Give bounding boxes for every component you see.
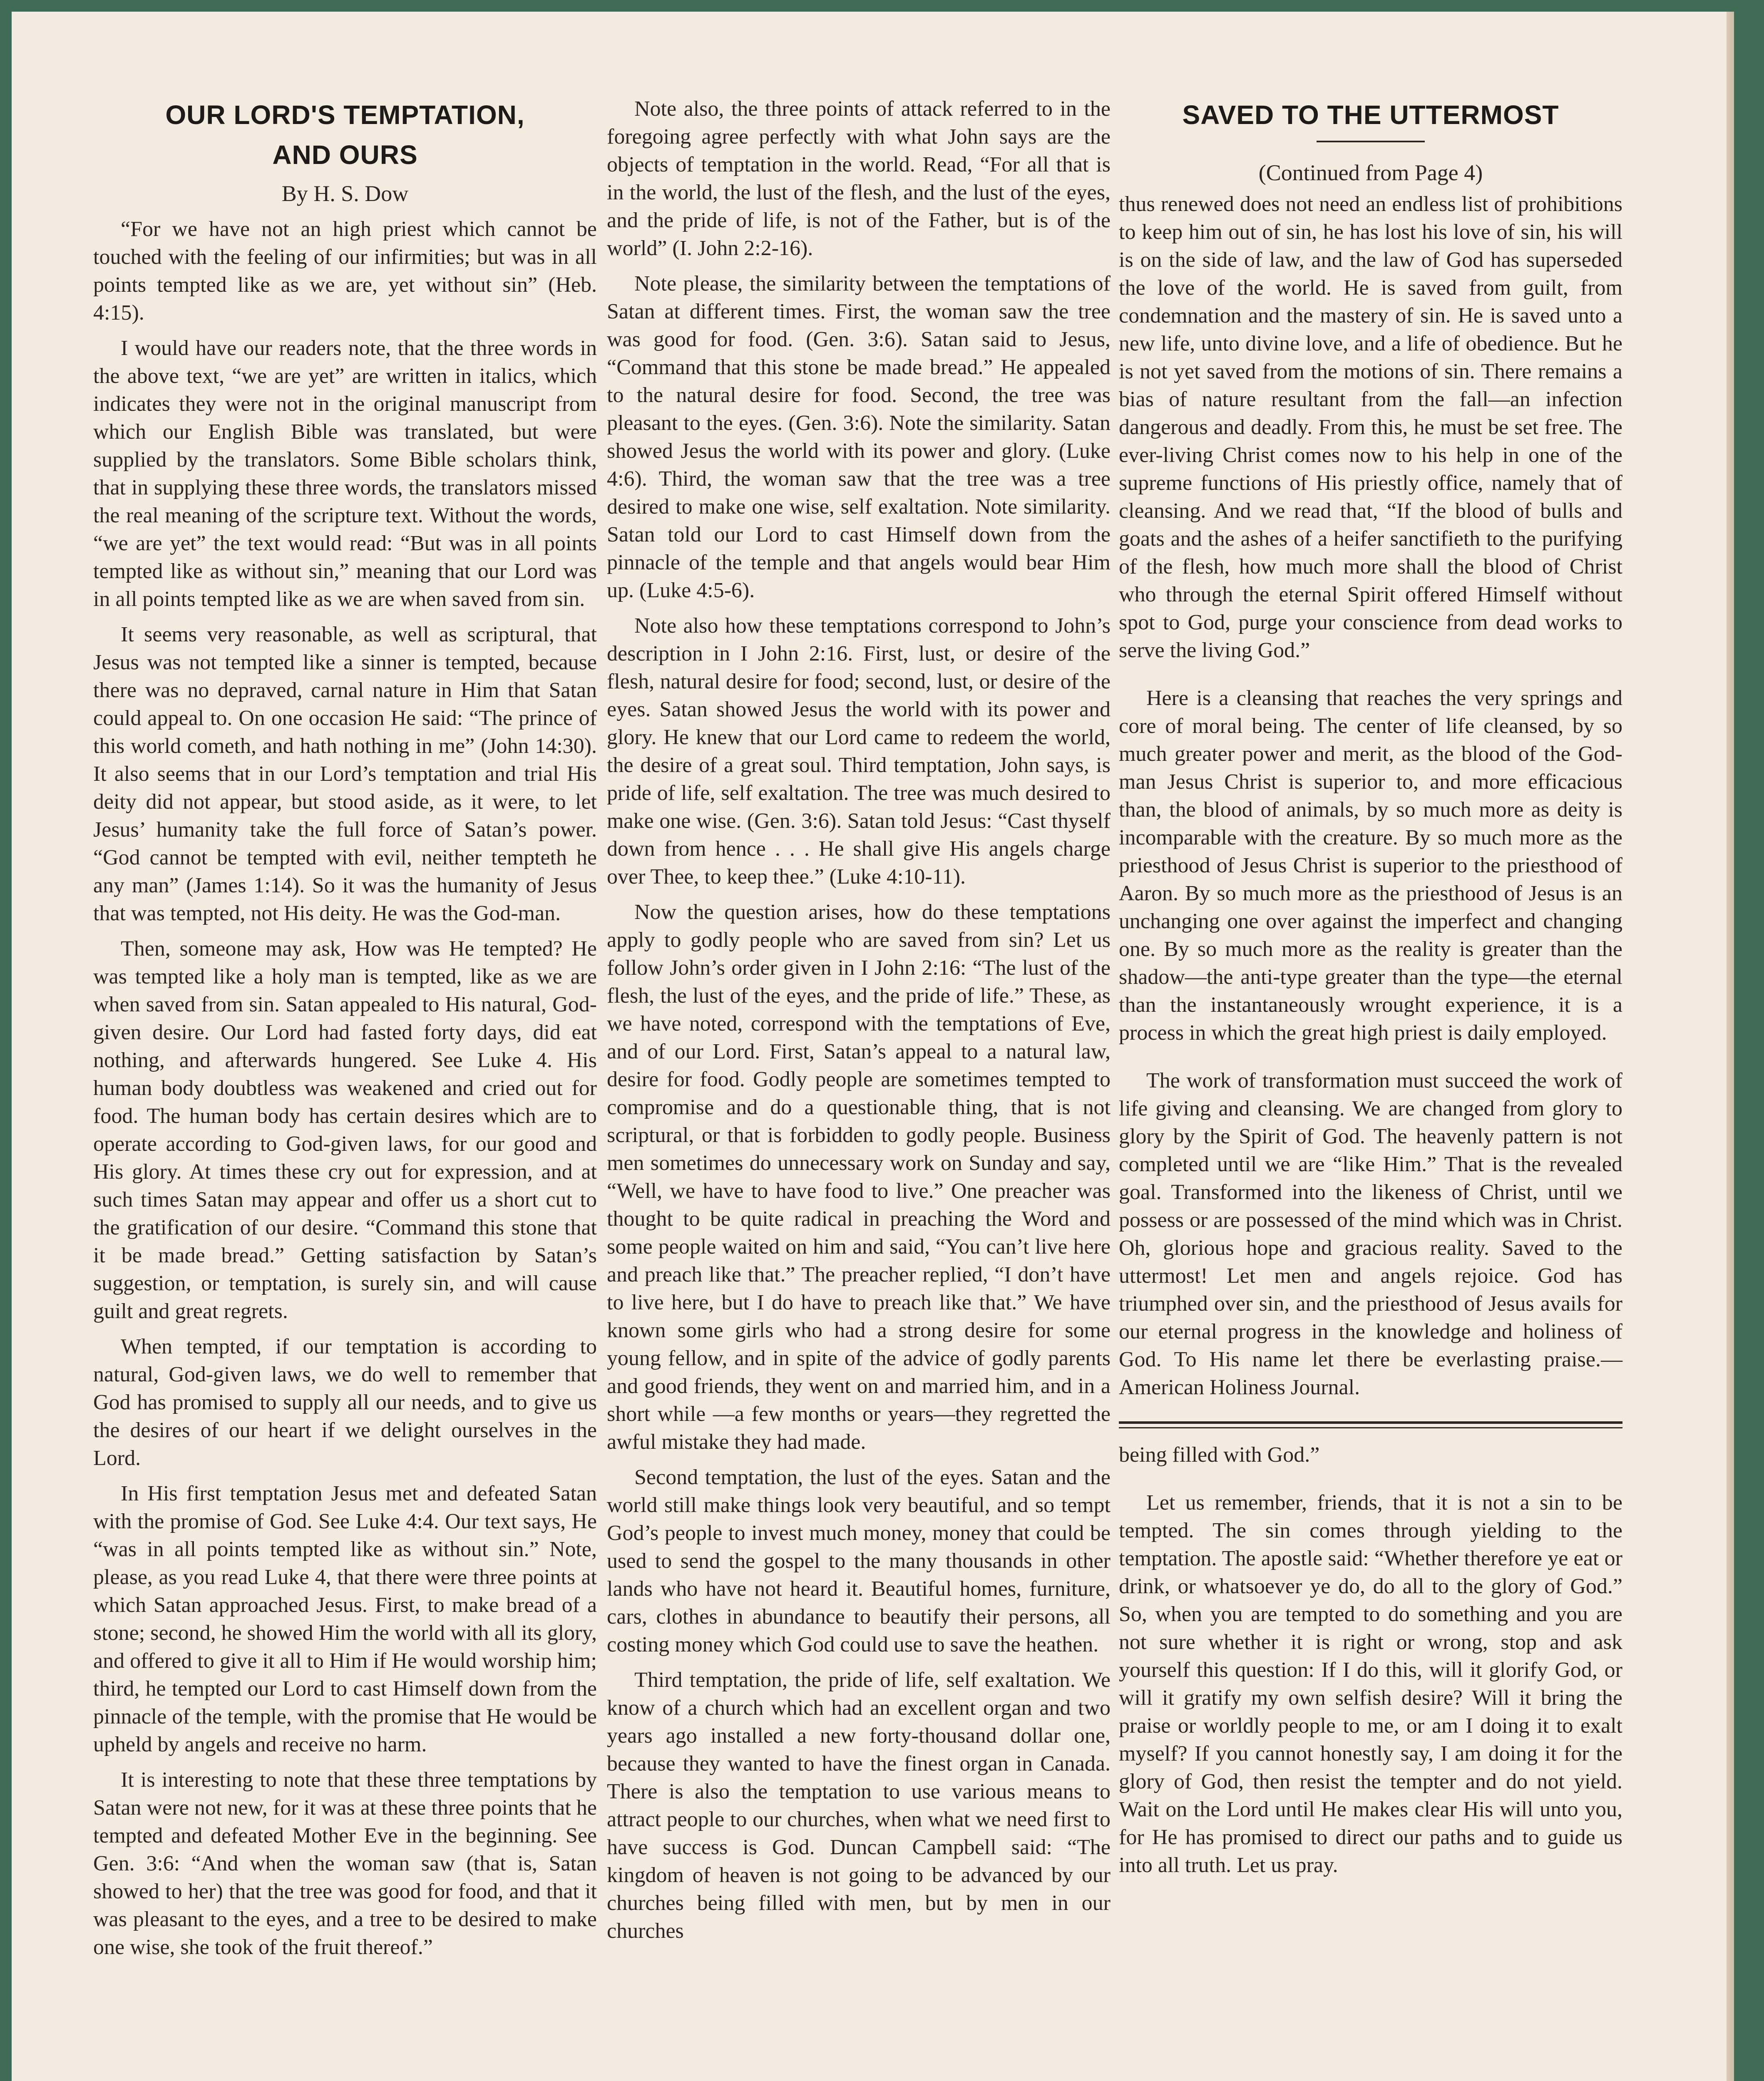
continued-note: (Continued from Page 4) xyxy=(1258,160,1483,185)
body-paragraph: The work of transformation must succeed the work of life giving and cleansing. We are changed from glory to glory by the Spirit of God. The heavenly pattern is not completed until we are “like Him.” That is the revealed goal. Transformed into the likeness of Christ, until we possess or are possessed of the mind which was in Christ. Oh, glorious hope and gracious reality. Saved to the uttermost! Let men and angels rejoice. God has triumphed over sin, and the priesthood of Jesus avails for our eternal progress in the knowledge and holiness of God. To His name let there be everlasting praise.—American Holiness Journal. xyxy=(1119,1069,1622,1399)
column-3 xyxy=(1119,95,1622,1887)
body-paragraph: Let us remember, friends, that it is not a sin to be tempted. The sin comes through yielding to the temptation. The apostle said: “Whether therefore ye eat or drink, or whatsoever ye do, do all to the glory of God.” So, when you are tempted to do something and you are not sure whether it is right or wrong, stop and ask yourself this question: If I do this, will it glorify God, or will it gratify my own selfish desire? Will it bring the praise or worldly people to me, or am I doing it to exalt myself? If you cannot honestly say, I am doing it for the glory of God, then resist the tempter and do not yield. Wait on the Lord until He makes clear His will unto you, for He has promised to direct our paths and to guide us into all truth. Let us pray. xyxy=(1119,1491,1622,1877)
body-paragraph: “For we have not an high priest which cannot be touched with the feeling of our infirmities; but was in all points tempted like as we are, yet without sin” (Heb. 4:15). xyxy=(93,217,597,325)
body-paragraph: It seems very reasonable, as well as scriptural, that Jesus was not tempted like a sinner is tempted, because there was no depraved, carnal nature in Him that Satan could appeal to. On one occasion He said: “The prince of this world cometh, and hath nothing in me” (John 14:30). It also seems that in our Lord’s temptation and trial His deity did not appear, but stood aside, as it were, to let Jesus’ humanity take the full force of Satan’s power. “God cannot be tempted with evil, neither tempteth he any man” (James 1:14). So it was the humanity of Jesus that was tempted, not His deity. He was the God-man. xyxy=(93,623,597,925)
continuation-paragraph: being filled with God.” xyxy=(1119,1443,1320,1467)
article-byline: By H. S. Dow xyxy=(281,181,409,206)
body-paragraph: Now the question arises, how do these temptations apply to godly people who are saved from sin? Let us follow John’s order given in I John 2:16: “The lust of the flesh, the lust of the eyes, and the pride of life.” These, as we have noted, correspond with the temptations of Eve, and of our Lord. First, Satan’s appeal to a natural law, desire for food. Godly people are sometimes tempted to compromise and do a questionable thing, that is not scriptural, or that is forbidden to godly people. Business men sometimes do unnecessary work on Sunday and say, “Well, we have to have food to live.” One preacher was thought to be quite radical in preaching the Word and some people waited on him and said, “You can’t live here and preach like that.” The preacher replied, “I don’t have to live here, but I do have to preach like that.” We have known some girls who had a strong desire for some young fellow, and in spite of the advice of godly parents and good friends, they went on and married him, and in a short while —a few months or years—they regretted the awful mistake they had made. xyxy=(607,900,1111,1454)
body-paragraph: Third temptation, the pride of life, self exaltation. We know of a church which had an excellent organ and two years ago installed a new forty-thousand dollar one, because they wanted to have the finest organ in Canada. There is also the temptation to use various means to attract people to our churches, when what we need first to have success is God. Duncan Campbell said: “The kingdom of heaven is not going to be advanced by our churches being filled with men, but by men in our churches xyxy=(607,1668,1111,1943)
body-paragraph: I would have our readers note, that the three words in the above text, “we are yet” are written in italics, which indicates they were not in the original manuscript from which our English Bible was translated, but were supplied by the translators. Some Bible scholars think, that in supplying these three words, the translators missed the real meaning of the scripture text. Without the words, “we are yet” the text would read: “But was in all points tempted like as without sin,” meaning that our Lord was in all points tempted like as we are when saved from sin. xyxy=(93,336,597,611)
article-title-line-2: AND OURS xyxy=(272,140,418,170)
column-1 xyxy=(93,95,597,1969)
section-divider xyxy=(1119,1421,1622,1428)
magazine-page xyxy=(12,12,1734,2081)
binding-spine xyxy=(1727,12,1734,2081)
body-paragraph: Note also how these temptations correspond to John’s description in I John 2:16. First, lust, or desire of the flesh, natural desire for food; second, lust, or desire of the eyes. Satan showed Jesus the world with its power and glory. He knew that our Lord came to redeem the world, the desire of a great soul. Third temptation, John says, is pride of life, self exaltation. The tree was much desired to make one wise. (Gen. 3:6). Satan told Jesus: “Cast thyself down from hence . . . He shall give His angels charge over Thee, to keep thee.” (Luke 4:10-11). xyxy=(607,614,1111,889)
body-paragraph: Note also, the three points of attack referred to in the foregoing agree perfectly with what John says are the objects of temptation in the world. Read, “For all that is in the world, the lust of the flesh, and the lust of the eyes, and the pride of life, is not of the Father, but is of the world” (I. John 2:2-16). xyxy=(607,97,1111,260)
body-paragraph: Here is a cleansing that reaches the very springs and core of moral being. The center of life cleansed, by so much greater power and merit, as the blood of the God-man Jesus Christ is superior to, and more efficacious than, the blood of animals, by so much more as deity is incomparable with the creature. By so much more as the priesthood of Jesus Christ is superior to the priesthood of Aaron. By so much more as the priesthood of Jesus is an unchanging one over against the imperfect and changing one. By so much more as the reality is greater than the shadow—the anti-type greater than the type—the eternal than the instantaneously wrought experience, it is a process in which the great high priest is daily employed. xyxy=(1119,686,1622,1045)
sidebar-article-title: SAVED TO THE UTTERMOST xyxy=(1182,100,1559,130)
title-rule xyxy=(1317,141,1425,142)
body-paragraph: Note please, the similarity between the temptations of Satan at different times. First, the woman saw the tree was good for food. (Gen. 3:6). Satan said to Jesus, “Command that this stone be made bread.” He appealed to the natural desire for food. Second, the tree was pleasant to the eyes. (Gen. 3:6). Note the similarity. Satan showed Jesus the world with its power and glory. (Luke 4:6). Third, the woman saw that the tree was a tree desired to make one wise, self exaltation. Note similarity. Satan told our Lord to cast Himself down from the pinnacle of the temple and that angels would bear Him up. (Luke 4:5-6). xyxy=(607,272,1111,602)
body-paragraph: Then, someone may ask, How was He tempted? He was tempted like a holy man is tempted, like as we are when saved from sin. Satan appealed to His natural, God-given desire. Our Lord had fasted forty days, did eat nothing, and afterwards hungered. See Luke 4. His human body doubtless was weakened and cried out for food. The human body has certain desires which are to operate according to God-given laws, for our good and His glory. At times these cry out for expression, and at such times Satan may appear and offer us a short cut to the gratification of our desire. “Command this stone that it be made bread.” Getting satisfaction by Satan’s suggestion, or temptation, is surely sin, and will cause guilt and great regrets. xyxy=(93,937,597,1323)
column-2 xyxy=(607,95,1111,1952)
article-title xyxy=(93,95,597,175)
article-title-line-1: OUR LORD'S TEMPTATION, xyxy=(165,100,525,130)
body-paragraph: In His first temptation Jesus met and defeated Satan with the promise of God. See Luke 4:4. Our text says, He “was in all points tempted like as without sin.” Note, please, as you read Luke 4, that there were three points at which Satan approached Jesus. First, to make bread of a stone; second, he showed Him the world with all its glory, and offered to give it all to Him if He would worship him; third, he tempted our Lord to cast Himself down from the pinnacle of the temple, with the promise that He would be upheld by angels and receive no harm. xyxy=(93,1482,597,1756)
body-paragraph: It is interesting to note that these three temptations by Satan were not new, for it was at these three points that he tempted and defeated Mother Eve in the beginning. See Gen. 3:6: “And when the woman saw (that is, Satan showed to her) that the tree was good for food, and that it was pleasant to the eyes, and a tree to be desired to make one wise, she took of the fruit thereof.” xyxy=(93,1768,597,1959)
body-paragraph: thus renewed does not need an endless list of prohibitions to keep him out of sin, he has lost his love of sin, his will is on the side of law, and the law of God has superseded the love of the world. He is saved from guilt, from condemnation and the mastery of sin. He is saved unto a new life, unto divine love, and a life of obedience. But he is not yet saved from the motions of sin. There remains a bias of nature resultant from the fall—an infection dangerous and deadly. From this, he must be set free. The ever-living Christ comes now to his help in one of the supreme functions of His priestly office, namely that of cleansing. And we read that, “If the blood of bulls and goats and the ashes of a heifer sanctifieth to the purifying of the flesh, how much more shall the blood of Christ who through the eternal Spirit offered Himself without spot to God, purge your conscience from dead works to serve the living God.” xyxy=(1119,192,1622,662)
body-paragraph: Second temptation, the lust of the eyes. Satan and the world still make things look very beautiful, and so tempt God’s people to invest much money, money that could be used to send the gospel to the many thousands in other lands who have not heard it. Beautiful homes, furniture, cars, clothes in abundance to beautify their persons, all costing money which God could use to save the heathen. xyxy=(607,1465,1111,1656)
body-paragraph: When tempted, if our temptation is according to natural, God-given laws, we do well to remember that God has promised to supply all our needs, and to give us the desires of our heart if we delight ourselves in the Lord. xyxy=(93,1335,597,1470)
